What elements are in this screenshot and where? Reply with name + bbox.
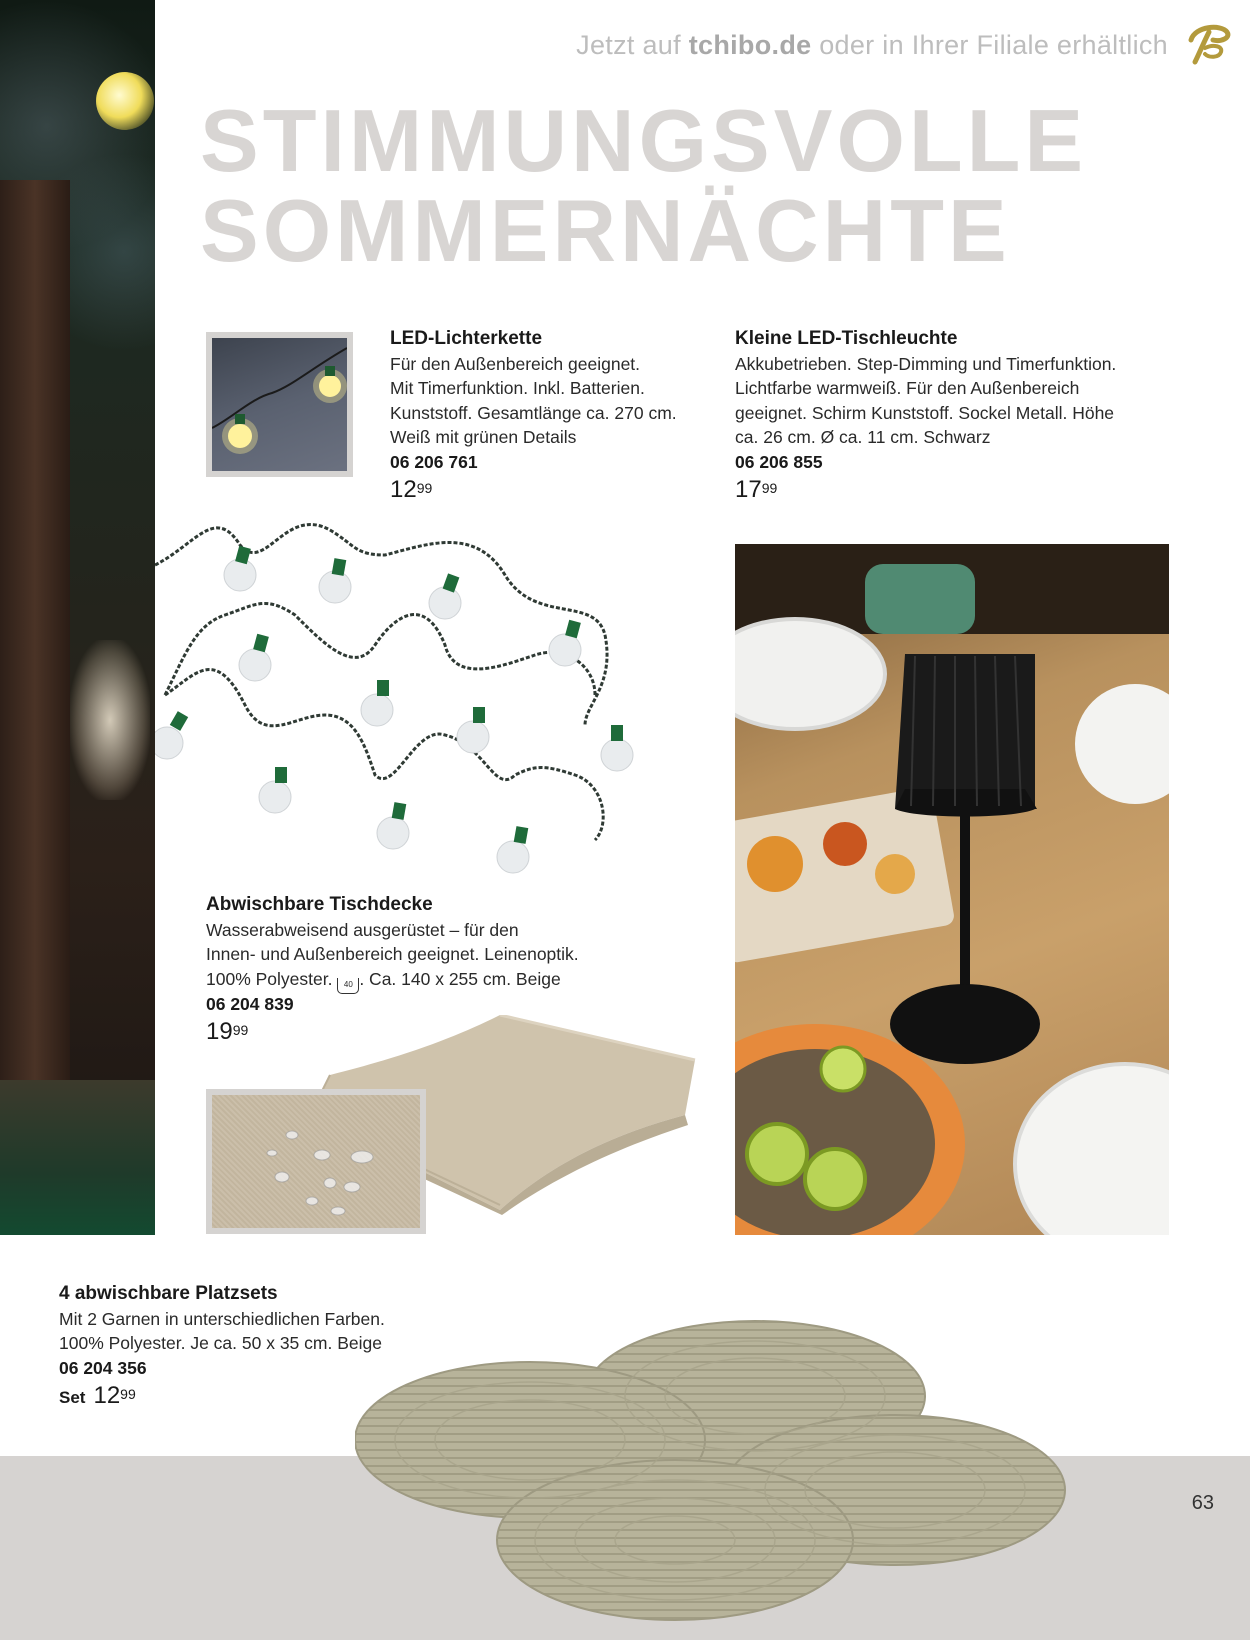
- woven-placemats-image: [355, 1318, 1075, 1638]
- evening-garden-photo: [0, 0, 155, 1235]
- product-desc-line: Mit 2 Garnen in unterschiedlichen Farben.: [59, 1308, 385, 1329]
- tchibo-logo-icon: [1183, 18, 1233, 68]
- product-desc-line: Mit Timerfunktion. Inkl. Batterien.: [390, 378, 645, 398]
- product-desc-line: Innen- und Außenbereich geeignet. Leinenoptik.: [206, 944, 579, 964]
- headline-line-2: SOMMERNÄCHTE: [200, 181, 1011, 280]
- product-desc-line: Akkubetrieben. Step-Dimming und Timerfunktion.: [735, 353, 1117, 374]
- wash-40-icon: 40: [337, 978, 359, 994]
- article-number: 06 206 855: [735, 451, 823, 472]
- led-string-lights-image: [155, 515, 655, 885]
- product-name: Kleine LED-Tischleuchte: [735, 328, 958, 349]
- product-led-lichterkette: [390, 327, 677, 503]
- availability-tagline: Jetzt auf tchibo.de oder in Ihrer Filiale erhältlich: [576, 30, 1168, 60]
- tchibo-link[interactable]: tchibo.de: [688, 30, 812, 60]
- product-desc-line: geeignet. Schirm Kunststoff. Sockel Metall. Höhe: [735, 402, 1115, 423]
- product-desc-line: Für den Außenbereich geeignet.: [390, 353, 641, 374]
- headline-line-1: STIMMUNGSVOLLE: [200, 91, 1088, 190]
- product-name: LED-Lichterkette: [390, 328, 543, 349]
- article-number: 06 206 761: [390, 451, 478, 472]
- page-number: 63: [1191, 1492, 1214, 1514]
- product-desc-line: Kunststoff. Gesamtlänge ca. 270 cm.: [390, 402, 677, 423]
- price: $12^{99}$: [390, 476, 433, 503]
- price: $17^{99}$: [735, 476, 778, 503]
- product-desc-line: Weiß mit grünen Details: [390, 427, 577, 447]
- table-lamp-dinner-photo: [735, 544, 1169, 1235]
- product-name: 4 abwischbare Platzsets: [59, 1283, 278, 1304]
- product-led-tischleuchte: [735, 327, 1116, 503]
- product-platzsets: [59, 1282, 385, 1411]
- led-string-closeup-photo: [206, 332, 353, 477]
- article-number: 06 204 356: [59, 1357, 147, 1378]
- product-desc-line: Lichtfarbe warmweiß. Für den Außenbereich: [735, 378, 1080, 398]
- product-desc-line: ca. 26 cm. Ø ca. 11 cm. Schwarz: [735, 427, 991, 447]
- page-headline: [200, 91, 1088, 280]
- product-desc-line: 100% Polyester. 40 . Ca. 140 x 255 cm. Beige: [206, 967, 579, 992]
- price: $19^{99}$: [206, 1018, 249, 1045]
- price: Set $12^{99}$: [59, 1382, 136, 1409]
- product-name: Abwischbare Tischdecke: [206, 894, 433, 915]
- product-desc-line: 100% Polyester. Je ca. 50 x 35 cm. Beige: [59, 1333, 382, 1353]
- product-desc-line: Wasserabweisend ausgerüstet – für den: [206, 919, 519, 940]
- article-number: 06 204 839: [206, 993, 294, 1014]
- water-repellent-fabric-closeup: [206, 1089, 426, 1234]
